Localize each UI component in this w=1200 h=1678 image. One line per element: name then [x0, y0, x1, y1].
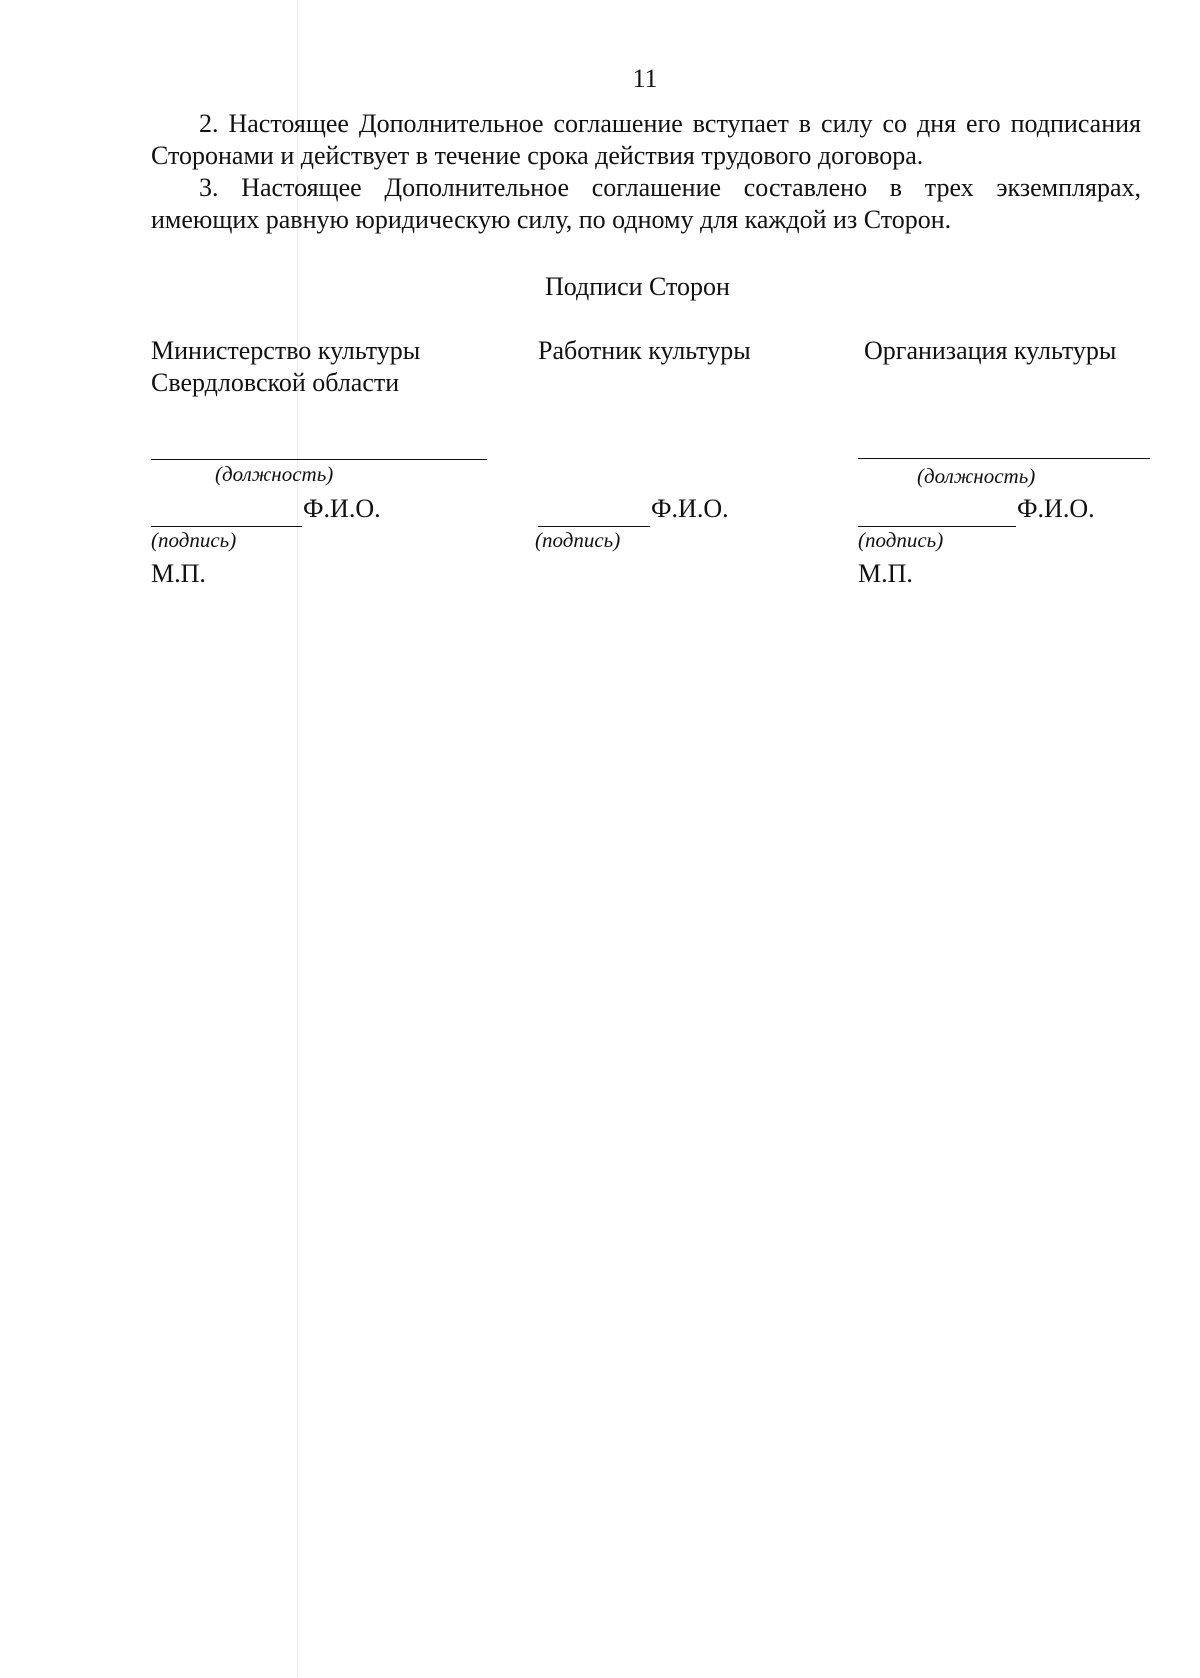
organization-position-line	[858, 458, 1150, 459]
organization-position-caption: (должность)	[917, 464, 1036, 488]
ministry-fio: Ф.И.О.	[303, 494, 381, 523]
scan-artifact-line	[297, 0, 298, 1678]
party-worker	[538, 335, 838, 367]
worker-signature-caption: (подпись)	[535, 528, 621, 552]
party-worker-name: Работник культуры	[538, 336, 751, 365]
paragraph-2: 2. Настоящее Дополнительное соглашение вступает в силу со дня его подписания Сторонами и действует в течение срока действия трудового договора.	[151, 109, 1141, 170]
paragraph-3: 3. Настоящее Дополнительное соглашение составлено в трех экземплярах, имеющих равную юридическую силу, по одному для каждой из Сторон.	[151, 173, 1141, 234]
signatures-title: Подписи Сторон	[545, 272, 730, 301]
party-ministry	[151, 335, 491, 399]
ministry-signature-line	[151, 526, 302, 527]
party-ministry-name: Министерство культуры Свердловской области	[151, 336, 421, 397]
ministry-signature-caption: (подпись)	[151, 528, 237, 552]
ministry-position-line	[151, 459, 487, 460]
organization-fio: Ф.И.О.	[1017, 494, 1095, 523]
ministry-position-caption: (должность)	[215, 462, 334, 486]
party-organization	[864, 335, 1164, 367]
worker-signature-line	[538, 526, 650, 527]
organization-signature-caption: (подпись)	[858, 528, 944, 552]
party-organization-name: Организация культуры	[864, 336, 1117, 365]
agreement-body	[151, 108, 1141, 236]
organization-stamp: М.П.	[858, 559, 913, 588]
ministry-stamp: М.П.	[151, 559, 206, 588]
organization-signature-line	[858, 526, 1016, 527]
worker-fio: Ф.И.О.	[651, 494, 729, 523]
page-number: 11	[632, 64, 658, 93]
